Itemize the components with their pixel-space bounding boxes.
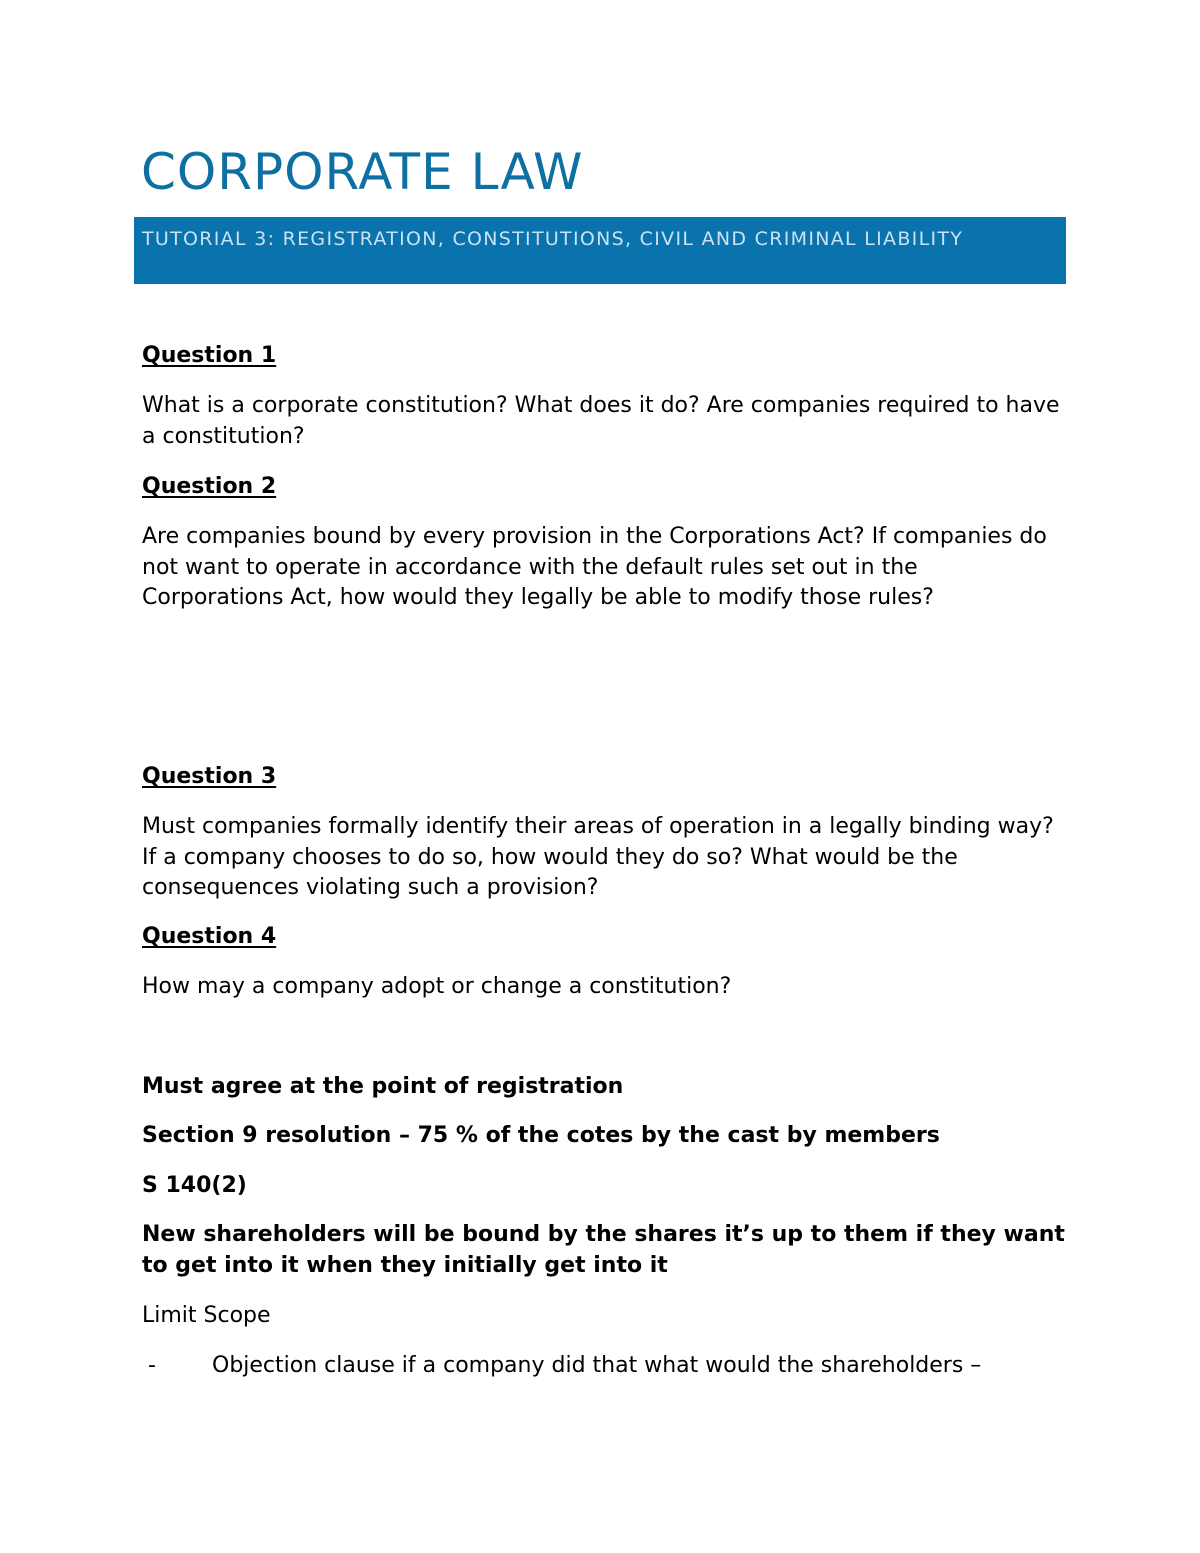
bullet-marker: - bbox=[148, 1353, 156, 1378]
note-new-shareholders: New shareholders will be bound by the shares it’s up to them if they want to get into it when they initially get into it bbox=[142, 1222, 1065, 1278]
question-3-text: Must companies formally identify their areas of operation in a legally binding way? If a company chooses to do so, how would they do so? What would be the consequences violating such a provision? bbox=[142, 814, 1054, 900]
note-registration: Must agree at the point of registration bbox=[142, 1074, 624, 1099]
question-2-text: Are companies bound by every provision in the Corporations Act? If companies do not want to operate in accordance with the default rules set out in the Corporations Act, how would they legally be able to modify those rules? bbox=[142, 524, 1047, 610]
subtitle-banner bbox=[134, 217, 1066, 284]
question-3-heading: Question 3 bbox=[142, 764, 277, 789]
note-limit-scope: Limit Scope bbox=[142, 1303, 271, 1328]
question-4-heading: Question 4 bbox=[142, 924, 277, 949]
note-s-140: S 140(2) bbox=[142, 1173, 247, 1198]
question-1-heading: Question 1 bbox=[142, 343, 277, 368]
bullet-text: Objection clause if a company did that what would the shareholders – bbox=[212, 1353, 982, 1378]
question-1-text: What is a corporate constitution? What does it do? Are companies required to have a constitution? bbox=[142, 393, 1060, 449]
question-4-text: How may a company adopt or change a constitution? bbox=[142, 974, 732, 999]
subtitle-text: TUTORIAL 3: REGISTRATION, CONSTITUTIONS, CIVIL AND CRIMINAL LIABILITY bbox=[142, 228, 964, 250]
page-title: CORPORATE LAW bbox=[141, 143, 584, 201]
note-section-9: Section 9 resolution – 75 % of the cotes by the cast by members bbox=[142, 1123, 940, 1148]
question-2-heading: Question 2 bbox=[142, 474, 277, 499]
